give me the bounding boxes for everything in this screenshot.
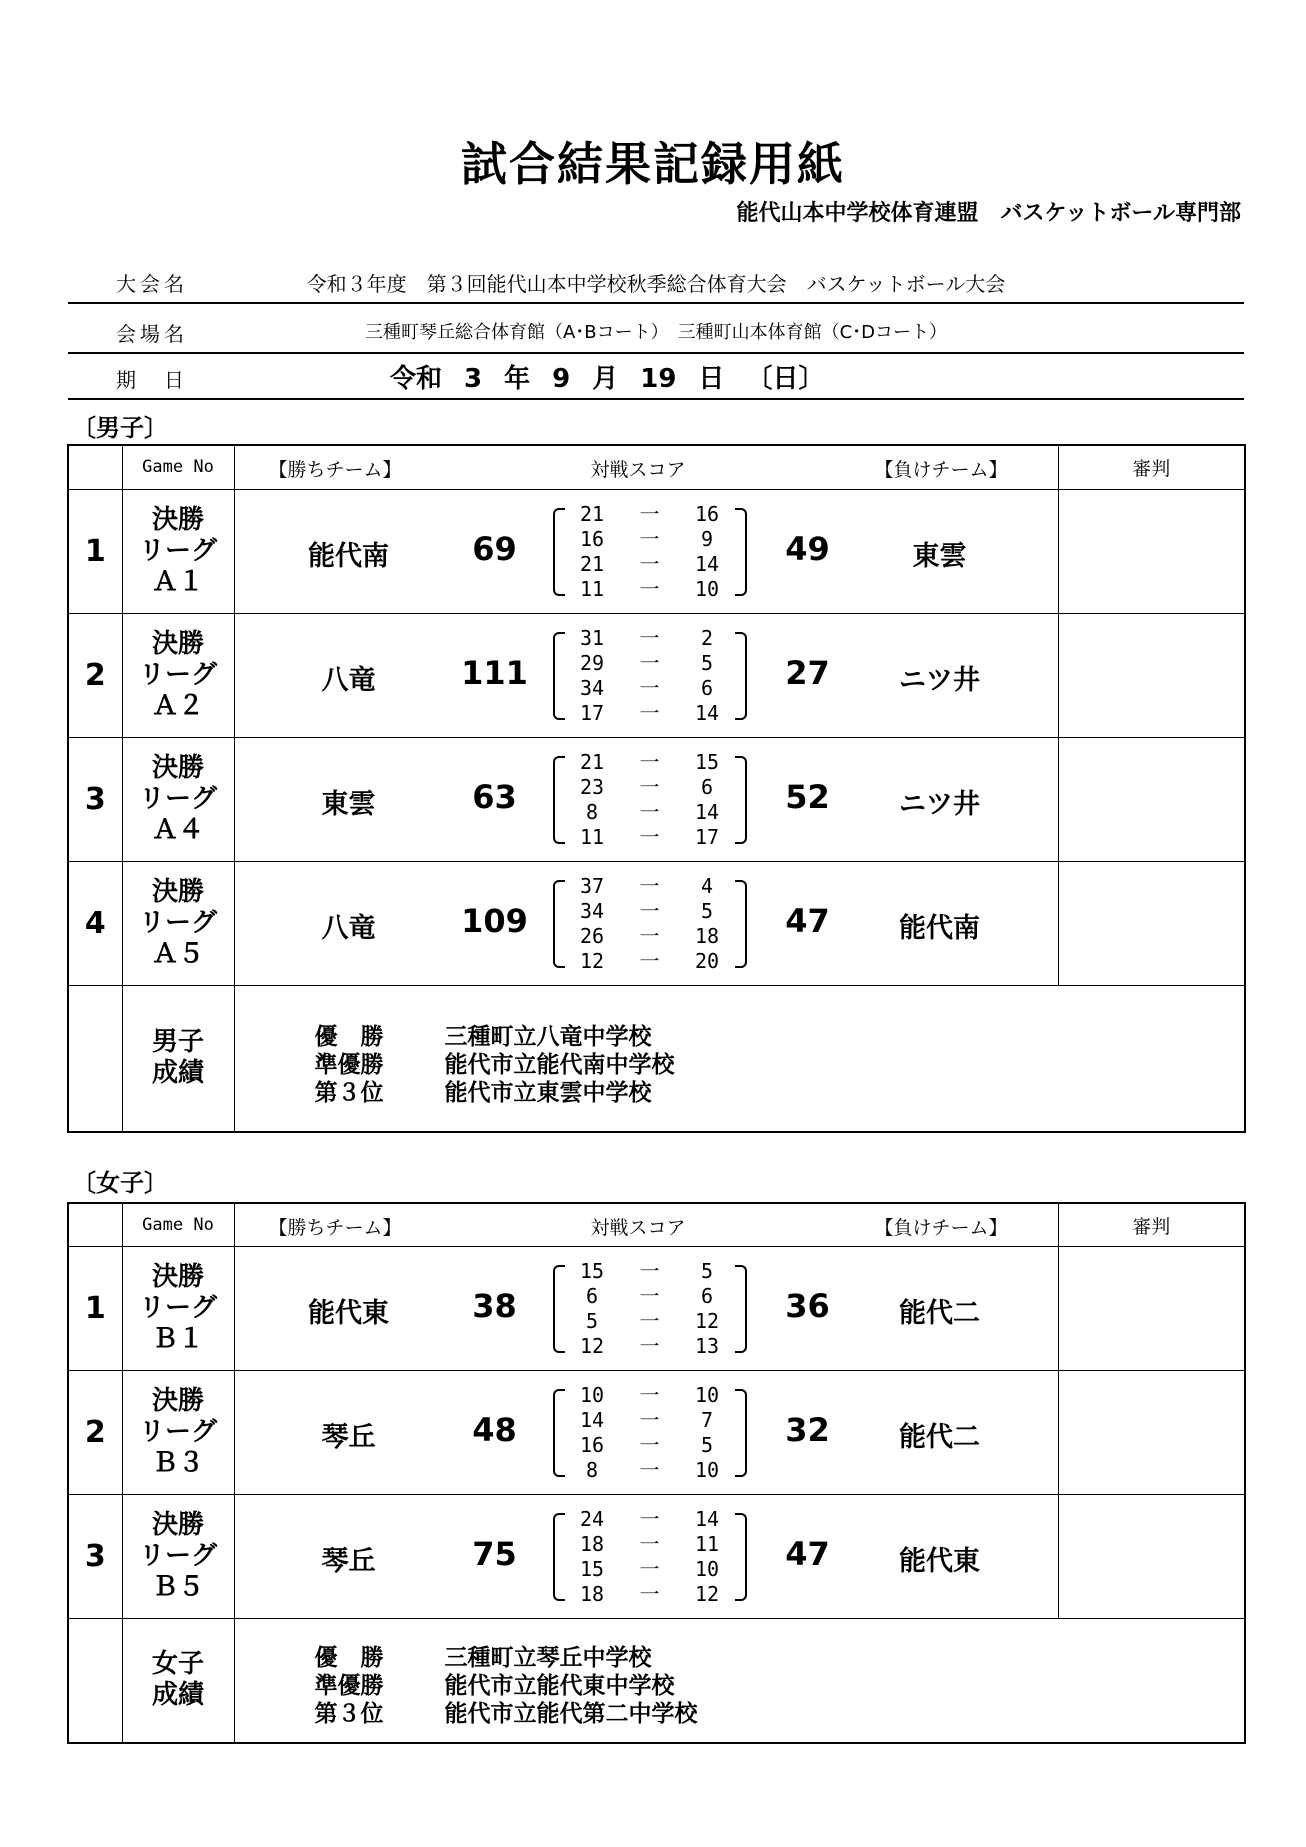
match-row bbox=[68, 737, 1245, 861]
period-loser-points: 5 bbox=[700, 1259, 714, 1283]
winner-team: 能代南 bbox=[308, 540, 389, 572]
right-bracket bbox=[735, 756, 747, 844]
date-year-unit: 年 bbox=[504, 364, 531, 394]
period-loser-points: 4 bbox=[700, 873, 714, 898]
left-bracket bbox=[553, 508, 565, 596]
winner-team: 琴丘 bbox=[321, 1422, 376, 1453]
tournament-name: 令和３年度 第３回能代山本中学校秋季総合体育大会 バスケットボール大会 bbox=[306, 272, 1006, 296]
organizer: 能代山本中学校体育連盟 バスケットボール専門部 bbox=[736, 201, 1241, 226]
header-row bbox=[68, 1203, 1245, 1247]
period-dash: 一 bbox=[639, 948, 660, 973]
date-weekday: 〔日〕 bbox=[746, 364, 825, 394]
period-scores bbox=[565, 750, 735, 850]
period-row bbox=[565, 750, 735, 775]
date-era: 令和 bbox=[390, 364, 443, 394]
header-referee: 審判 bbox=[1058, 445, 1245, 489]
header-row bbox=[68, 445, 1245, 489]
winner-score: 75 bbox=[472, 1535, 517, 1573]
period-loser-points: 14 bbox=[694, 1507, 720, 1531]
period-row bbox=[565, 825, 735, 850]
left-bracket bbox=[553, 632, 565, 720]
period-winner-points: 6 bbox=[585, 1284, 599, 1308]
period-loser-points: 6 bbox=[700, 1284, 714, 1308]
standing-rank: 準優勝 bbox=[314, 1051, 384, 1078]
standings-label-line: 成績 bbox=[151, 1680, 204, 1711]
period-row bbox=[565, 1507, 735, 1532]
period-scores bbox=[565, 1259, 735, 1359]
game-name-line: 決勝 bbox=[151, 752, 204, 783]
loser-team: 能代東 bbox=[899, 1546, 980, 1577]
loser-score: 27 bbox=[785, 653, 830, 692]
game-name-line: リーグ bbox=[138, 1541, 217, 1571]
period-dash: 一 bbox=[639, 1284, 660, 1308]
game-name-line: リーグ bbox=[138, 1293, 217, 1323]
game-name-line: 決勝 bbox=[151, 1510, 204, 1540]
page-title: 試合結果記録用紙 bbox=[461, 137, 845, 191]
period-scores bbox=[565, 502, 735, 602]
right-bracket bbox=[735, 632, 747, 720]
standings-row bbox=[68, 985, 1245, 1132]
period-dash: 一 bbox=[639, 551, 660, 576]
period-dash: 一 bbox=[639, 1532, 660, 1556]
match-number: 2 bbox=[68, 1371, 122, 1495]
game-name bbox=[122, 1495, 234, 1619]
period-winner-points: 26 bbox=[579, 923, 605, 948]
winner-score: 63 bbox=[472, 777, 517, 816]
period-row bbox=[565, 874, 735, 899]
period-row bbox=[565, 1408, 735, 1433]
game-name-line: リーグ bbox=[138, 907, 217, 938]
game-name bbox=[122, 737, 234, 861]
boys-results-table bbox=[67, 444, 1246, 1133]
period-row bbox=[565, 1334, 735, 1359]
period-winner-points: 24 bbox=[579, 1507, 605, 1531]
period-dash: 一 bbox=[639, 576, 660, 601]
winner-score: 111 bbox=[461, 653, 528, 692]
standings-label-line: 成績 bbox=[151, 1058, 204, 1089]
period-dash: 一 bbox=[639, 749, 660, 774]
standing-rank: 準優勝 bbox=[314, 1673, 384, 1699]
period-scores bbox=[565, 874, 735, 974]
period-loser-points: 10 bbox=[694, 1458, 720, 1482]
boys-section-label: 〔男子〕 bbox=[72, 414, 168, 442]
period-dash: 一 bbox=[639, 1408, 660, 1432]
standings-row bbox=[68, 1619, 1245, 1743]
match-row bbox=[68, 1247, 1245, 1371]
right-bracket bbox=[735, 508, 747, 596]
period-row bbox=[565, 651, 735, 676]
period-row bbox=[565, 577, 735, 602]
header-match bbox=[234, 1203, 1058, 1247]
header-loser: 【負けチーム】 bbox=[874, 1217, 1008, 1239]
header-game-no: Game No bbox=[122, 445, 234, 489]
game-name-line: 決勝 bbox=[151, 504, 204, 535]
loser-score: 49 bbox=[785, 529, 830, 568]
game-name-line: Ａ２ bbox=[151, 690, 204, 721]
header-winner: 【勝ちチーム】 bbox=[268, 1217, 402, 1239]
match-cell bbox=[234, 1495, 1058, 1619]
header-score: 対戦スコア bbox=[590, 459, 686, 481]
left-bracket bbox=[553, 1513, 565, 1601]
period-dash: 一 bbox=[639, 526, 660, 551]
period-loser-points: 17 bbox=[694, 824, 720, 849]
period-loser-points: 12 bbox=[694, 1309, 720, 1333]
period-winner-points: 12 bbox=[579, 948, 605, 973]
standing-school: 能代市立東雲中学校 bbox=[444, 1079, 652, 1106]
loser-team: ニツ井 bbox=[899, 788, 980, 820]
winner-score: 69 bbox=[472, 529, 517, 568]
match-number: 3 bbox=[68, 1495, 122, 1619]
loser-score: 36 bbox=[785, 1287, 830, 1325]
period-row bbox=[565, 899, 735, 924]
period-loser-points: 15 bbox=[694, 749, 720, 774]
match-row bbox=[68, 613, 1245, 737]
period-row bbox=[565, 701, 735, 726]
standing-school: 能代市立能代南中学校 bbox=[444, 1051, 675, 1078]
period-dash: 一 bbox=[639, 923, 660, 948]
game-name-line: Ａ４ bbox=[151, 814, 204, 845]
period-loser-points: 14 bbox=[694, 551, 720, 576]
period-winner-points: 16 bbox=[579, 526, 605, 551]
period-row bbox=[565, 1532, 735, 1557]
period-loser-points: 18 bbox=[694, 923, 720, 948]
period-row bbox=[565, 800, 735, 825]
period-row bbox=[565, 676, 735, 701]
period-loser-points: 10 bbox=[694, 1557, 720, 1581]
period-loser-points: 10 bbox=[694, 1383, 720, 1407]
game-name-line: 決勝 bbox=[151, 628, 204, 659]
header-match bbox=[234, 445, 1058, 489]
period-scores bbox=[565, 626, 735, 726]
standing-rank: 優 勝 bbox=[314, 1023, 384, 1050]
date-month-unit: 月 bbox=[592, 364, 619, 394]
period-winner-points: 18 bbox=[579, 1532, 605, 1556]
game-name-line: Ｂ１ bbox=[151, 1324, 204, 1354]
period-row bbox=[565, 1284, 735, 1309]
loser-team: ニツ井 bbox=[899, 664, 980, 696]
referee-cell bbox=[1058, 861, 1245, 985]
referee-cell bbox=[1058, 1371, 1245, 1495]
game-name bbox=[122, 861, 234, 985]
game-name bbox=[122, 489, 234, 613]
period-dash: 一 bbox=[639, 1334, 660, 1358]
match-row bbox=[68, 489, 1245, 613]
header-winner: 【勝ちチーム】 bbox=[268, 459, 402, 481]
period-loser-points: 11 bbox=[694, 1532, 720, 1556]
period-loser-points: 6 bbox=[700, 774, 714, 799]
match-cell bbox=[234, 1371, 1058, 1495]
game-name-line: 決勝 bbox=[151, 1386, 204, 1416]
game-name-line: Ｂ３ bbox=[151, 1448, 204, 1478]
right-bracket bbox=[735, 1513, 747, 1601]
game-name-line: リーグ bbox=[138, 1417, 217, 1447]
header-num bbox=[68, 1203, 122, 1247]
period-scores bbox=[565, 1507, 735, 1607]
period-dash: 一 bbox=[639, 700, 660, 725]
girls-section-label: 〔女子〕 bbox=[72, 1169, 168, 1197]
loser-score: 47 bbox=[785, 901, 830, 940]
period-winner-points: 31 bbox=[579, 625, 605, 650]
game-name-line: Ａ５ bbox=[151, 938, 204, 969]
period-row bbox=[565, 626, 735, 651]
period-loser-points: 7 bbox=[700, 1408, 714, 1432]
period-winner-points: 21 bbox=[579, 749, 605, 774]
period-dash: 一 bbox=[639, 1458, 660, 1482]
date-day: 19 bbox=[640, 364, 677, 394]
period-winner-points: 15 bbox=[579, 1259, 605, 1283]
period-dash: 一 bbox=[639, 873, 660, 898]
header-num bbox=[68, 445, 122, 489]
period-row bbox=[565, 1383, 735, 1408]
period-dash: 一 bbox=[639, 824, 660, 849]
period-winner-points: 37 bbox=[579, 873, 605, 898]
period-winner-points: 14 bbox=[579, 1408, 605, 1432]
match-cell bbox=[234, 489, 1058, 613]
loser-team: 能代南 bbox=[899, 912, 980, 944]
period-loser-points: 13 bbox=[694, 1334, 720, 1358]
period-winner-points: 34 bbox=[579, 898, 605, 923]
match-number: 1 bbox=[68, 489, 122, 613]
period-dash: 一 bbox=[639, 650, 660, 675]
period-dash: 一 bbox=[639, 1433, 660, 1457]
period-winner-points: 15 bbox=[579, 1557, 605, 1581]
period-winner-points: 23 bbox=[579, 774, 605, 799]
left-bracket bbox=[553, 1265, 565, 1353]
referee-cell bbox=[1058, 613, 1245, 737]
period-row bbox=[565, 1309, 735, 1334]
period-winner-points: 8 bbox=[585, 1458, 599, 1482]
match-row bbox=[68, 861, 1245, 985]
header-score: 対戦スコア bbox=[590, 1217, 686, 1239]
tournament-label: 大会名 bbox=[116, 272, 188, 296]
date-row bbox=[68, 354, 1244, 400]
winner-score: 109 bbox=[461, 901, 528, 940]
match-number: 3 bbox=[68, 737, 122, 861]
period-dash: 一 bbox=[639, 1383, 660, 1407]
game-name bbox=[122, 1247, 234, 1371]
match-row bbox=[68, 1495, 1245, 1619]
date-label: 期 日 bbox=[116, 368, 188, 392]
period-winner-points: 29 bbox=[579, 650, 605, 675]
match-cell bbox=[234, 613, 1058, 737]
period-row bbox=[565, 552, 735, 577]
game-name-line: 決勝 bbox=[151, 1262, 204, 1292]
winner-team: 八竜 bbox=[321, 912, 376, 944]
standings-label-line: 女子 bbox=[151, 1649, 204, 1680]
loser-score: 32 bbox=[785, 1411, 830, 1449]
standing-school: 能代市立能代東中学校 bbox=[444, 1673, 675, 1699]
period-loser-points: 6 bbox=[700, 675, 714, 700]
standing-school: 三種町立琴丘中学校 bbox=[444, 1645, 652, 1671]
period-row bbox=[565, 1458, 735, 1483]
game-name bbox=[122, 1371, 234, 1495]
period-loser-points: 12 bbox=[694, 1582, 720, 1606]
game-name-line: 決勝 bbox=[151, 876, 204, 907]
period-row bbox=[565, 775, 735, 800]
period-dash: 一 bbox=[639, 675, 660, 700]
left-bracket bbox=[553, 756, 565, 844]
referee-cell bbox=[1058, 737, 1245, 861]
game-name-line: リーグ bbox=[138, 783, 217, 814]
standings-num-cell bbox=[68, 985, 122, 1132]
period-row bbox=[565, 1259, 735, 1284]
period-loser-points: 16 bbox=[694, 501, 720, 526]
standing-rank: 第３位 bbox=[314, 1701, 384, 1727]
loser-team: 能代二 bbox=[899, 1422, 980, 1453]
period-winner-points: 21 bbox=[579, 501, 605, 526]
period-dash: 一 bbox=[639, 1259, 660, 1283]
game-name-line: リーグ bbox=[138, 659, 217, 690]
period-dash: 一 bbox=[639, 1507, 660, 1531]
standing-school: 三種町立八竜中学校 bbox=[444, 1023, 652, 1050]
period-loser-points: 20 bbox=[694, 948, 720, 973]
period-row bbox=[565, 1433, 735, 1458]
standings-cell bbox=[234, 985, 1245, 1132]
right-bracket bbox=[735, 880, 747, 968]
date-day-unit: 日 bbox=[698, 364, 725, 394]
period-dash: 一 bbox=[639, 1309, 660, 1333]
header-loser: 【負けチーム】 bbox=[874, 459, 1008, 481]
winner-team: 東雲 bbox=[321, 788, 376, 820]
period-loser-points: 14 bbox=[694, 799, 720, 824]
winner-team: 八竜 bbox=[321, 664, 376, 696]
game-name-line: リーグ bbox=[138, 535, 217, 566]
loser-team: 能代二 bbox=[899, 1298, 980, 1329]
period-winner-points: 17 bbox=[579, 700, 605, 725]
referee-cell bbox=[1058, 1495, 1245, 1619]
winner-score: 38 bbox=[472, 1287, 517, 1325]
date-year: 3 bbox=[464, 364, 483, 394]
standings-label bbox=[122, 1619, 234, 1743]
right-bracket bbox=[735, 1265, 747, 1353]
game-name-line: Ａ１ bbox=[151, 566, 204, 597]
game-name bbox=[122, 613, 234, 737]
girls-results-table bbox=[67, 1202, 1246, 1744]
match-row bbox=[68, 1371, 1245, 1495]
winner-score: 48 bbox=[472, 1411, 517, 1449]
match-cell bbox=[234, 861, 1058, 985]
period-loser-points: 5 bbox=[700, 898, 714, 923]
period-row bbox=[565, 1557, 735, 1582]
tournament-row bbox=[68, 258, 1244, 304]
period-row bbox=[565, 1582, 735, 1607]
standing-school: 能代市立能代第二中学校 bbox=[444, 1701, 698, 1727]
left-bracket bbox=[553, 880, 565, 968]
period-row bbox=[565, 924, 735, 949]
period-loser-points: 10 bbox=[694, 576, 720, 601]
venue-row bbox=[68, 308, 1244, 354]
match-number: 4 bbox=[68, 861, 122, 985]
period-winner-points: 21 bbox=[579, 551, 605, 576]
period-scores bbox=[565, 1383, 735, 1483]
period-winner-points: 12 bbox=[579, 1334, 605, 1358]
loser-team: 東雲 bbox=[912, 540, 967, 572]
right-bracket bbox=[735, 1389, 747, 1477]
period-row bbox=[565, 502, 735, 527]
match-number: 1 bbox=[68, 1247, 122, 1371]
period-dash: 一 bbox=[639, 501, 660, 526]
left-bracket bbox=[553, 1389, 565, 1477]
date-month: 9 bbox=[552, 364, 571, 394]
period-dash: 一 bbox=[639, 799, 660, 824]
venue-name: 三種町琴丘総合体育館（A･Bコート） 三種町山本体育館（C･Dコート） bbox=[364, 322, 948, 343]
period-dash: 一 bbox=[639, 774, 660, 799]
loser-score: 52 bbox=[785, 777, 830, 816]
standings-label bbox=[122, 985, 234, 1132]
period-loser-points: 5 bbox=[700, 650, 714, 675]
period-winner-points: 8 bbox=[585, 799, 599, 824]
standing-rank: 優 勝 bbox=[314, 1645, 384, 1671]
date-value bbox=[390, 358, 846, 395]
standing-rank: 第３位 bbox=[314, 1079, 384, 1106]
period-winner-points: 18 bbox=[579, 1582, 605, 1606]
period-dash: 一 bbox=[639, 1557, 660, 1581]
period-dash: 一 bbox=[639, 1582, 660, 1606]
referee-cell bbox=[1058, 1247, 1245, 1371]
standings-label-line: 男子 bbox=[151, 1027, 204, 1058]
period-row bbox=[565, 949, 735, 974]
standings-cell bbox=[234, 1619, 1245, 1743]
period-winner-points: 5 bbox=[585, 1309, 599, 1333]
period-winner-points: 34 bbox=[579, 675, 605, 700]
header-referee: 審判 bbox=[1058, 1203, 1245, 1247]
period-winner-points: 16 bbox=[579, 1433, 605, 1457]
referee-cell bbox=[1058, 489, 1245, 613]
match-number: 2 bbox=[68, 613, 122, 737]
period-winner-points: 10 bbox=[579, 1383, 605, 1407]
match-cell bbox=[234, 737, 1058, 861]
loser-score: 47 bbox=[785, 1535, 830, 1573]
winner-team: 琴丘 bbox=[321, 1546, 376, 1577]
period-row bbox=[565, 527, 735, 552]
period-dash: 一 bbox=[639, 898, 660, 923]
game-name-line: Ｂ５ bbox=[151, 1572, 204, 1602]
period-loser-points: 14 bbox=[694, 700, 720, 725]
period-winner-points: 11 bbox=[579, 824, 605, 849]
standings-num-cell bbox=[68, 1619, 122, 1743]
header-game-no: Game No bbox=[122, 1203, 234, 1247]
period-winner-points: 11 bbox=[579, 576, 605, 601]
period-loser-points: 9 bbox=[700, 526, 714, 551]
period-loser-points: 2 bbox=[700, 625, 714, 650]
match-cell bbox=[234, 1247, 1058, 1371]
winner-team: 能代東 bbox=[308, 1298, 389, 1329]
period-loser-points: 5 bbox=[700, 1433, 714, 1457]
venue-label: 会場名 bbox=[116, 322, 188, 346]
period-dash: 一 bbox=[639, 625, 660, 650]
